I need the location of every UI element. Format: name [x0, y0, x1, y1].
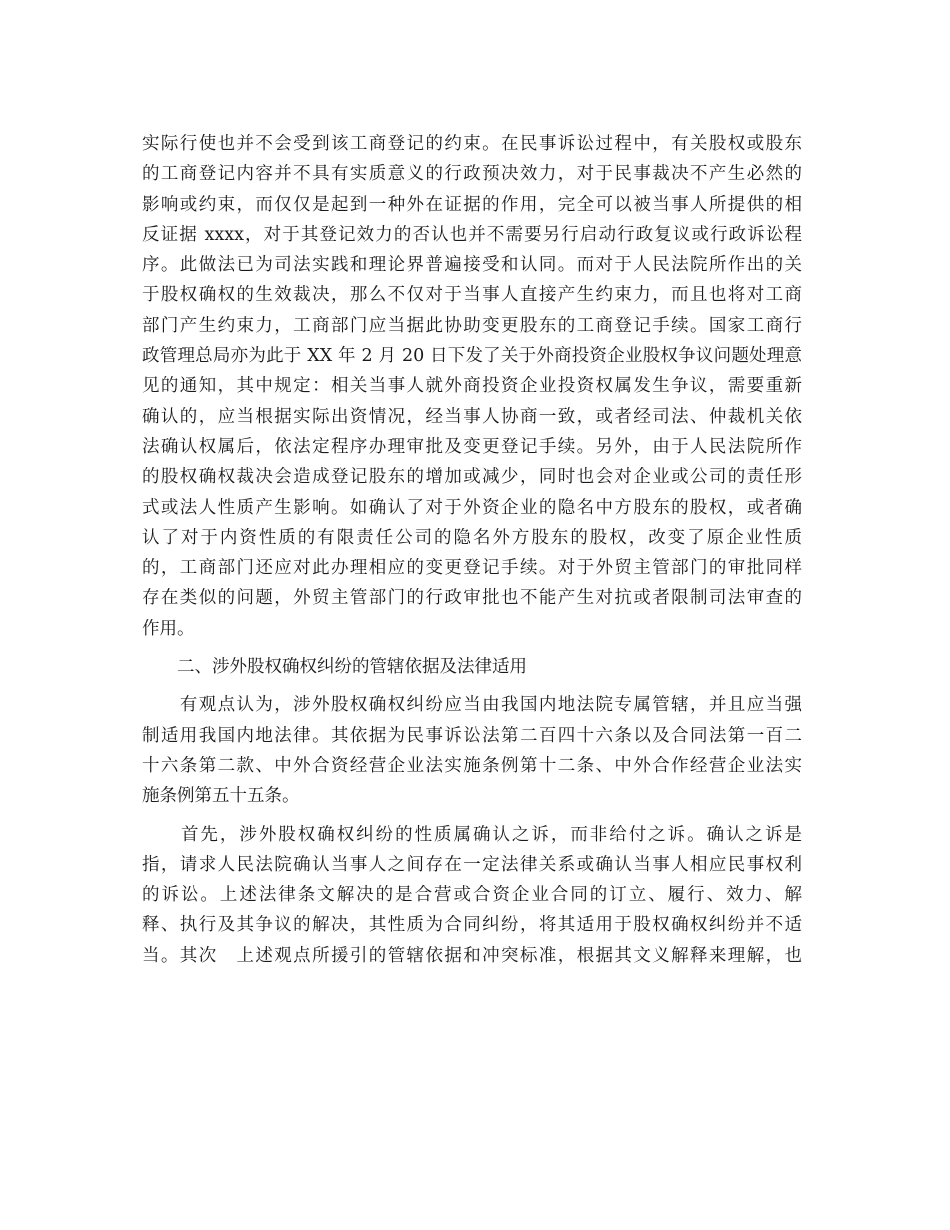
text-line: 存在类似的问题，外贸主管部门的行政审批也不能产生对抗或者限制司法审查的	[142, 588, 802, 609]
text-line: 反证据 xxxx，对于其登记效力的否认也并不需要另行启动行政复议或行政诉讼程	[142, 224, 802, 245]
text-line: 见的通知，其中规定：相关当事人就外商投资企业投资权属发生争议，需要重新	[142, 376, 802, 397]
text-line: 认了对于内资性质的有限责任公司的隐名外方股东的股权，改变了原企业性质	[142, 527, 802, 548]
text-line: 指，请求人民法院确认当事人之间存在一定法律关系或确认当事人相应民事权利	[142, 854, 802, 875]
paragraph	[142, 690, 802, 811]
text-line: 部门产生约束力，工商部门应当据此协助变更股东的工商登记手续。国家工商行	[142, 315, 802, 336]
text-line: 实际行使也并不会受到该工商登记的约束。在民事诉讼过程中，有关股权或股东	[142, 134, 802, 154]
text-line: 的股权确权裁决会造成登记股东的增加或减少，同时也会对企业或公司的责任形	[142, 467, 802, 488]
paragraph	[142, 129, 802, 644]
paragraph	[142, 820, 802, 971]
text-line: 政管理总局亦为此于 XX 年 2 月 20 日下发了关于外商投资企业股权争议问题处理意	[142, 346, 802, 367]
text-line: 当。其次 上述观点所援引的管辖依据和冲突标准，根据其文义解释来理解，也	[142, 945, 802, 966]
text-line: 施条例第五十五条。	[142, 786, 300, 807]
text-line: 的工商登记内容并不具有实质意义的行政预决效力，对于民事裁决不产生必然的	[142, 164, 802, 185]
text-line: 的，工商部门还应对此办理相应的变更登记手续。对于外贸主管部门的审批同样	[142, 558, 802, 579]
text-line: 的诉讼。上述法律条文解决的是合营或合资企业合同的订立、履行、效力、解	[142, 885, 802, 906]
text-line: 作用。	[142, 618, 195, 639]
text-line: 释、执行及其争议的解决，其性质为合同纠纷，将其适用于股权确权纠纷并不适	[142, 915, 802, 936]
text-line: 式或法人性质产生影响。如确认了对于外资企业的隐名中方股东的股权，或者确	[142, 497, 802, 518]
document-body	[142, 129, 802, 971]
text-line: 于股权确权的生效裁决，那么不仅对于当事人直接产生约束力，而且也将对工商	[142, 285, 802, 306]
text-line: 序。此做法已为司法实践和理论界普遍接受和认同。而对于人民法院所作出的关	[142, 255, 802, 276]
text-line: 十六条第二款、中外合资经营企业法实施条例第十二条、中外合作经营企业法实	[142, 755, 802, 776]
text-line: 首先，涉外股权确权纠纷的性质属确认之诉，而非给付之诉。确认之诉是	[142, 824, 802, 845]
section-heading	[142, 652, 802, 682]
text-line: 制适用我国内地法律。其依据为民事诉讼法第二百四十六条以及合同法第一百二	[142, 725, 802, 746]
text-line: 法确认权属后，依法定程序办理审批及变更登记手续。另外，由于人民法院所作	[142, 436, 802, 457]
text-line: 影响或约束，而仅仅是起到一种外在证据的作用，完全可以被当事人所提供的相	[142, 194, 802, 215]
text-line: 有观点认为，涉外股权确权纠纷应当由我国内地法院专属管辖，并且应当强	[142, 695, 802, 716]
heading-line: 二、涉外股权确权纠纷的管辖依据及法律适用	[142, 657, 527, 678]
text-line: 确认的，应当根据实际出资情况，经当事人协商一致，或者经司法、仲裁机关依	[142, 406, 802, 427]
